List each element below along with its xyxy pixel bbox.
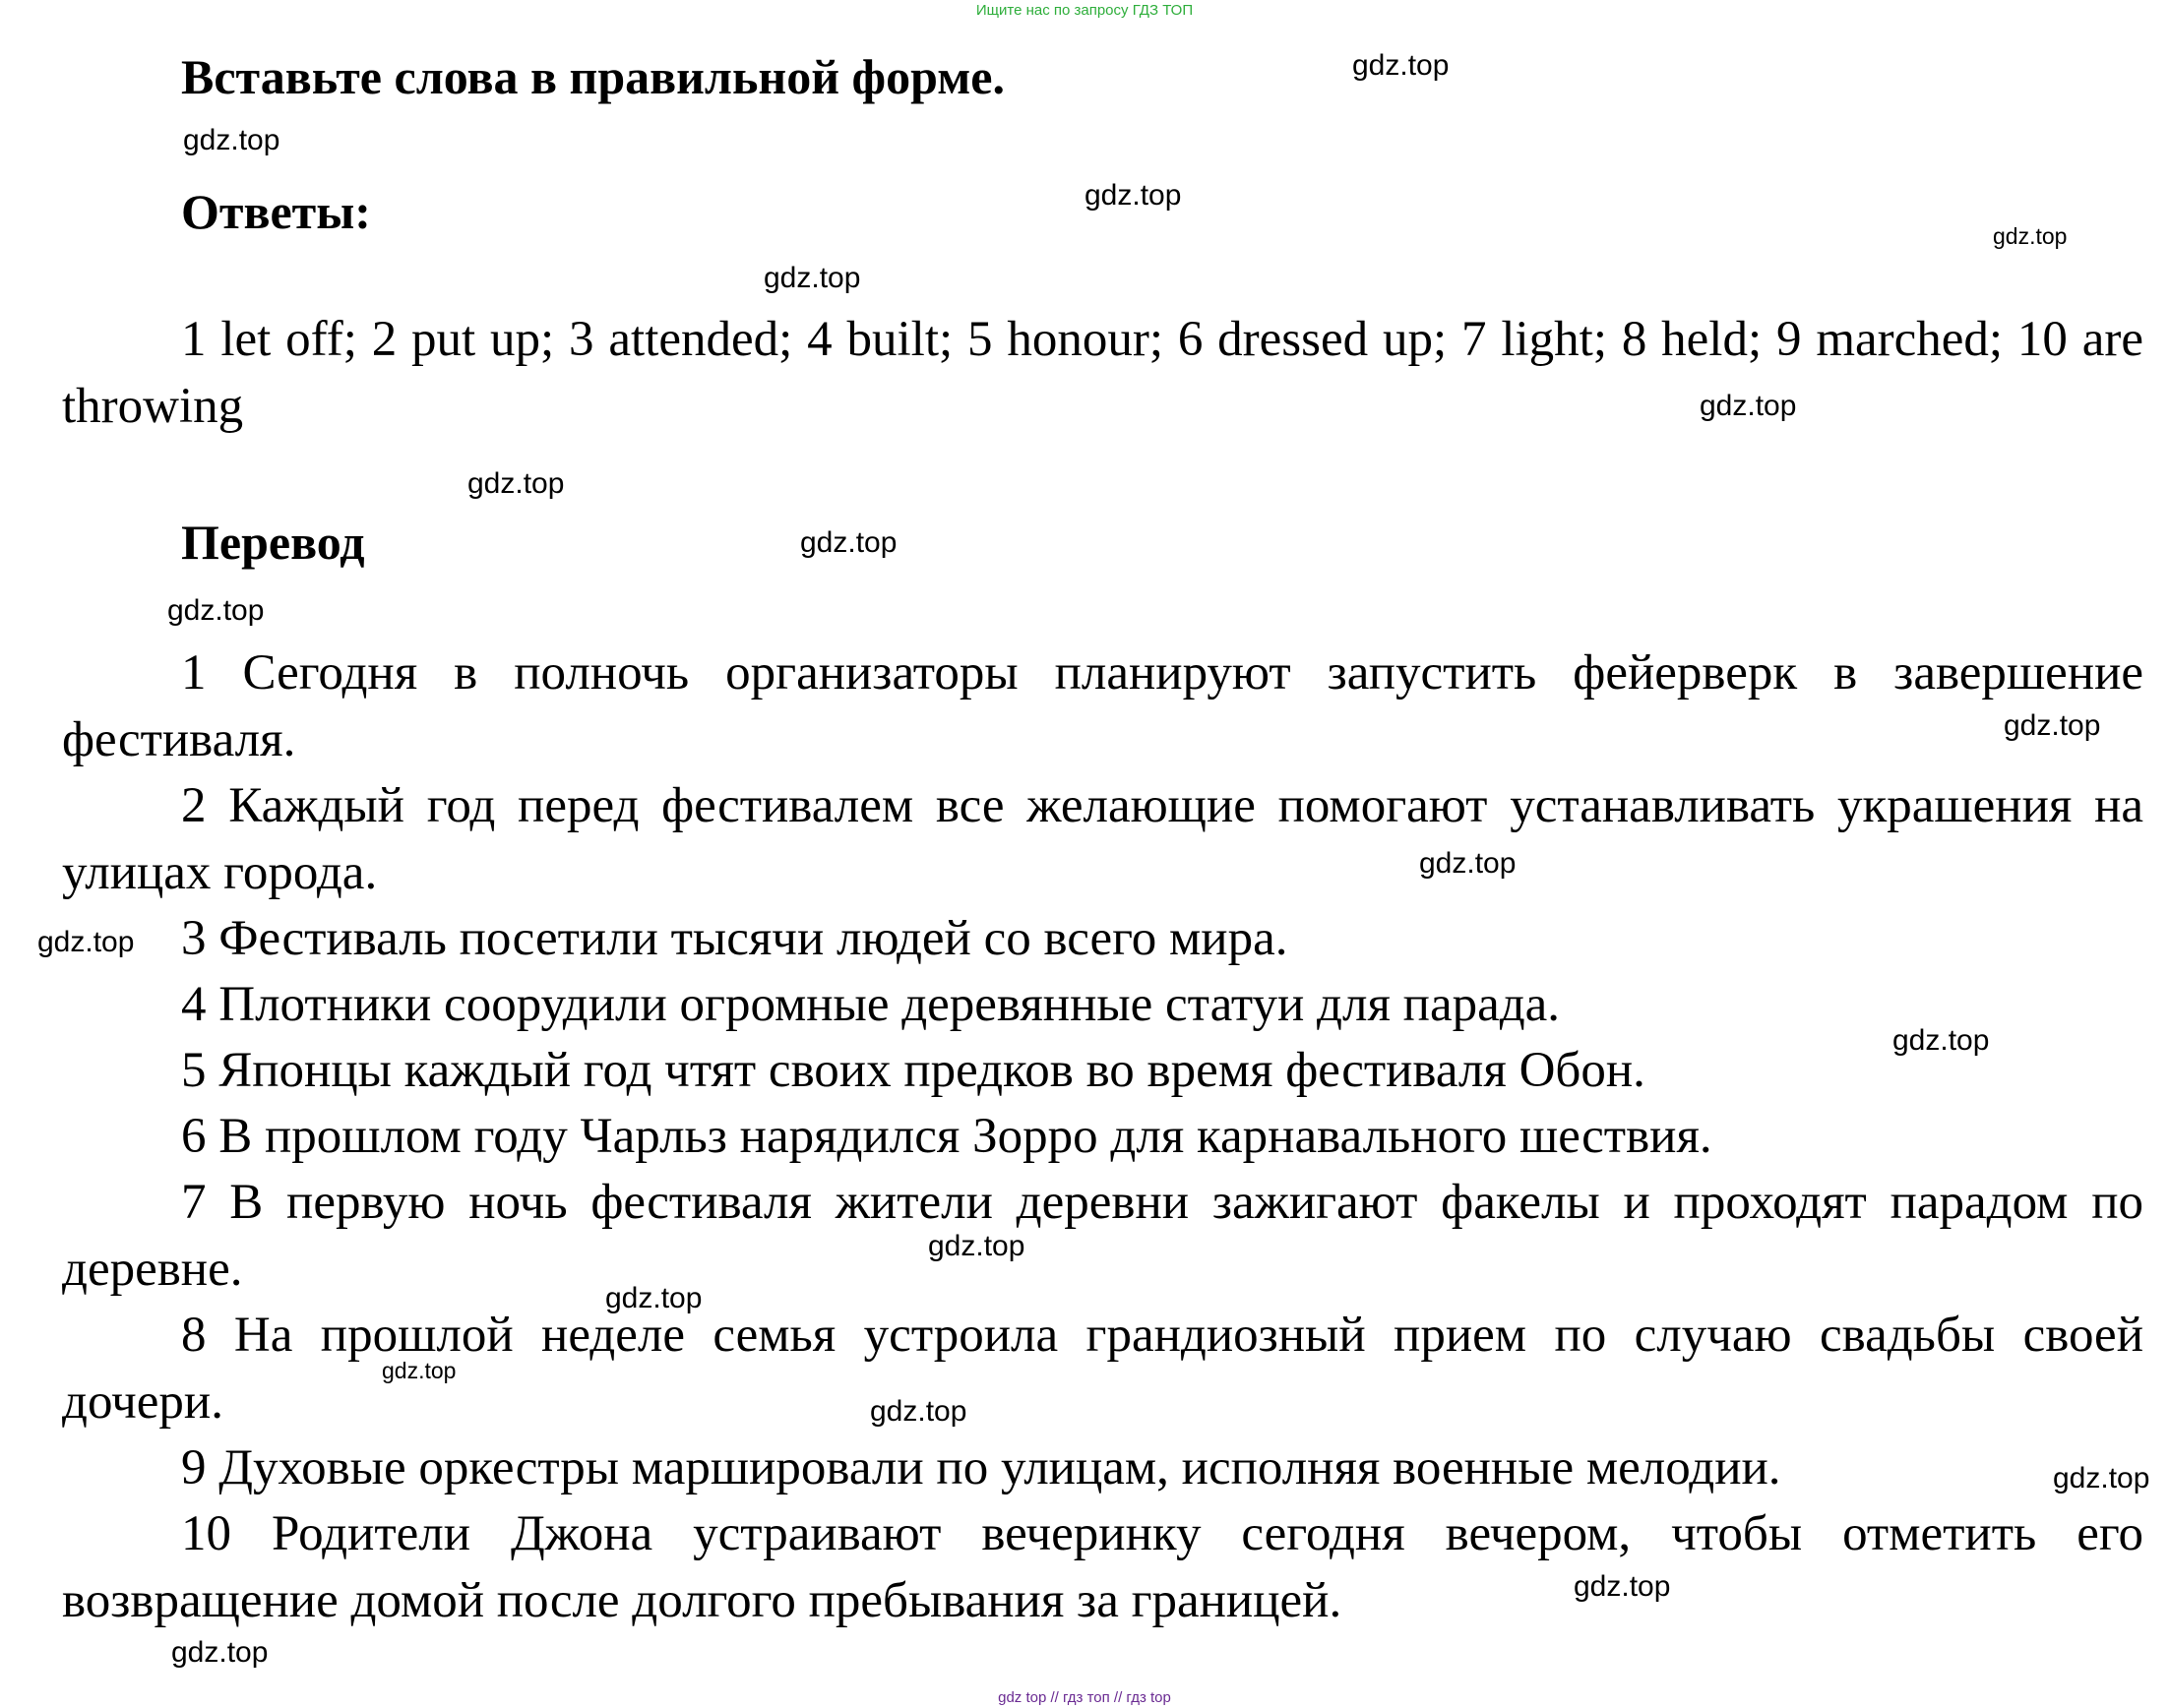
watermark: gdz.top [183, 124, 280, 156]
watermark: gdz.top [37, 926, 135, 958]
translation-item-5: 5 Японцы каждый год чтят своих предков во время фестиваля Обон. [181, 1043, 1645, 1098]
translation-heading: Перевод [181, 515, 365, 570]
watermark: gdz.top [928, 1230, 1025, 1262]
watermark: gdz.top [2053, 1462, 2150, 1494]
watermark: gdz.top [1892, 1024, 1990, 1057]
watermark: gdz.top [2004, 709, 2101, 742]
watermark: gdz.top [870, 1395, 967, 1428]
translation-item-4: 4 Плотники соорудили огромные деревянные статуи для парада. [181, 977, 1561, 1032]
translation-item-3: 3 Фестиваль посетили тысячи людей со всего мира. [181, 911, 1288, 966]
answers-paragraph: 1 let off; 2 put up; 3 attended; 4 built; 5 honour; 6 dressed up; 7 light; 8 held; 9 marched; 10 are throwing [62, 312, 2143, 434]
translation-item-2: 2 Каждый год перед фестивалем все желающие помогают устанавливать украшения на улицах города. [62, 778, 2143, 900]
watermark: gdz.top [1700, 390, 1797, 422]
translation-item-8: 8 На прошлой неделе семья устроила грандиозный прием по случаю свадьбы своей дочери. [62, 1308, 2143, 1430]
watermark: gdz.top [171, 1636, 269, 1669]
top-banner: Ищите нас по запросу ГДЗ ТОП [975, 2, 1194, 19]
answers-heading: Ответы: [181, 184, 371, 239]
translation-item-9: 9 Духовые оркестры маршировали по улицам, исполняя военные мелодии. [181, 1440, 1781, 1495]
page-title: Вставьте слова в правильной форме. [181, 49, 1005, 104]
watermark: gdz.top [167, 594, 265, 627]
watermark: gdz.top [605, 1282, 703, 1314]
watermark: gdz.top [764, 262, 861, 294]
watermark: gdz.top [1084, 179, 1182, 212]
translation-item-10: 10 Родители Джона устраивают вечеринку сегодня вечером, чтобы отметить его возвращение домой после долгого пребывания за границей. [62, 1506, 2143, 1628]
bottom-banner: gdz top // гдз топ // гдз top [998, 1689, 1171, 1706]
watermark: gdz.top [1419, 847, 1517, 880]
watermark: gdz.top [467, 467, 565, 500]
watermark: gdz.top [1574, 1570, 1671, 1603]
translation-item-7: 7 В первую ночь фестиваля жители деревни зажигают факелы и проходят парадом по деревне. [62, 1175, 2143, 1297]
watermark: gdz.top [382, 1358, 457, 1383]
watermark: gdz.top [800, 526, 898, 559]
translation-item-6: 6 В прошлом году Чарльз нарядился Зорро для карнавального шествия. [181, 1109, 1712, 1164]
watermark: gdz.top [1993, 223, 2068, 249]
watermark: gdz.top [1352, 49, 1450, 82]
translation-item-1: 1 Сегодня в полночь организаторы планируют запустить фейерверк в завершение фестиваля. [62, 645, 2143, 767]
